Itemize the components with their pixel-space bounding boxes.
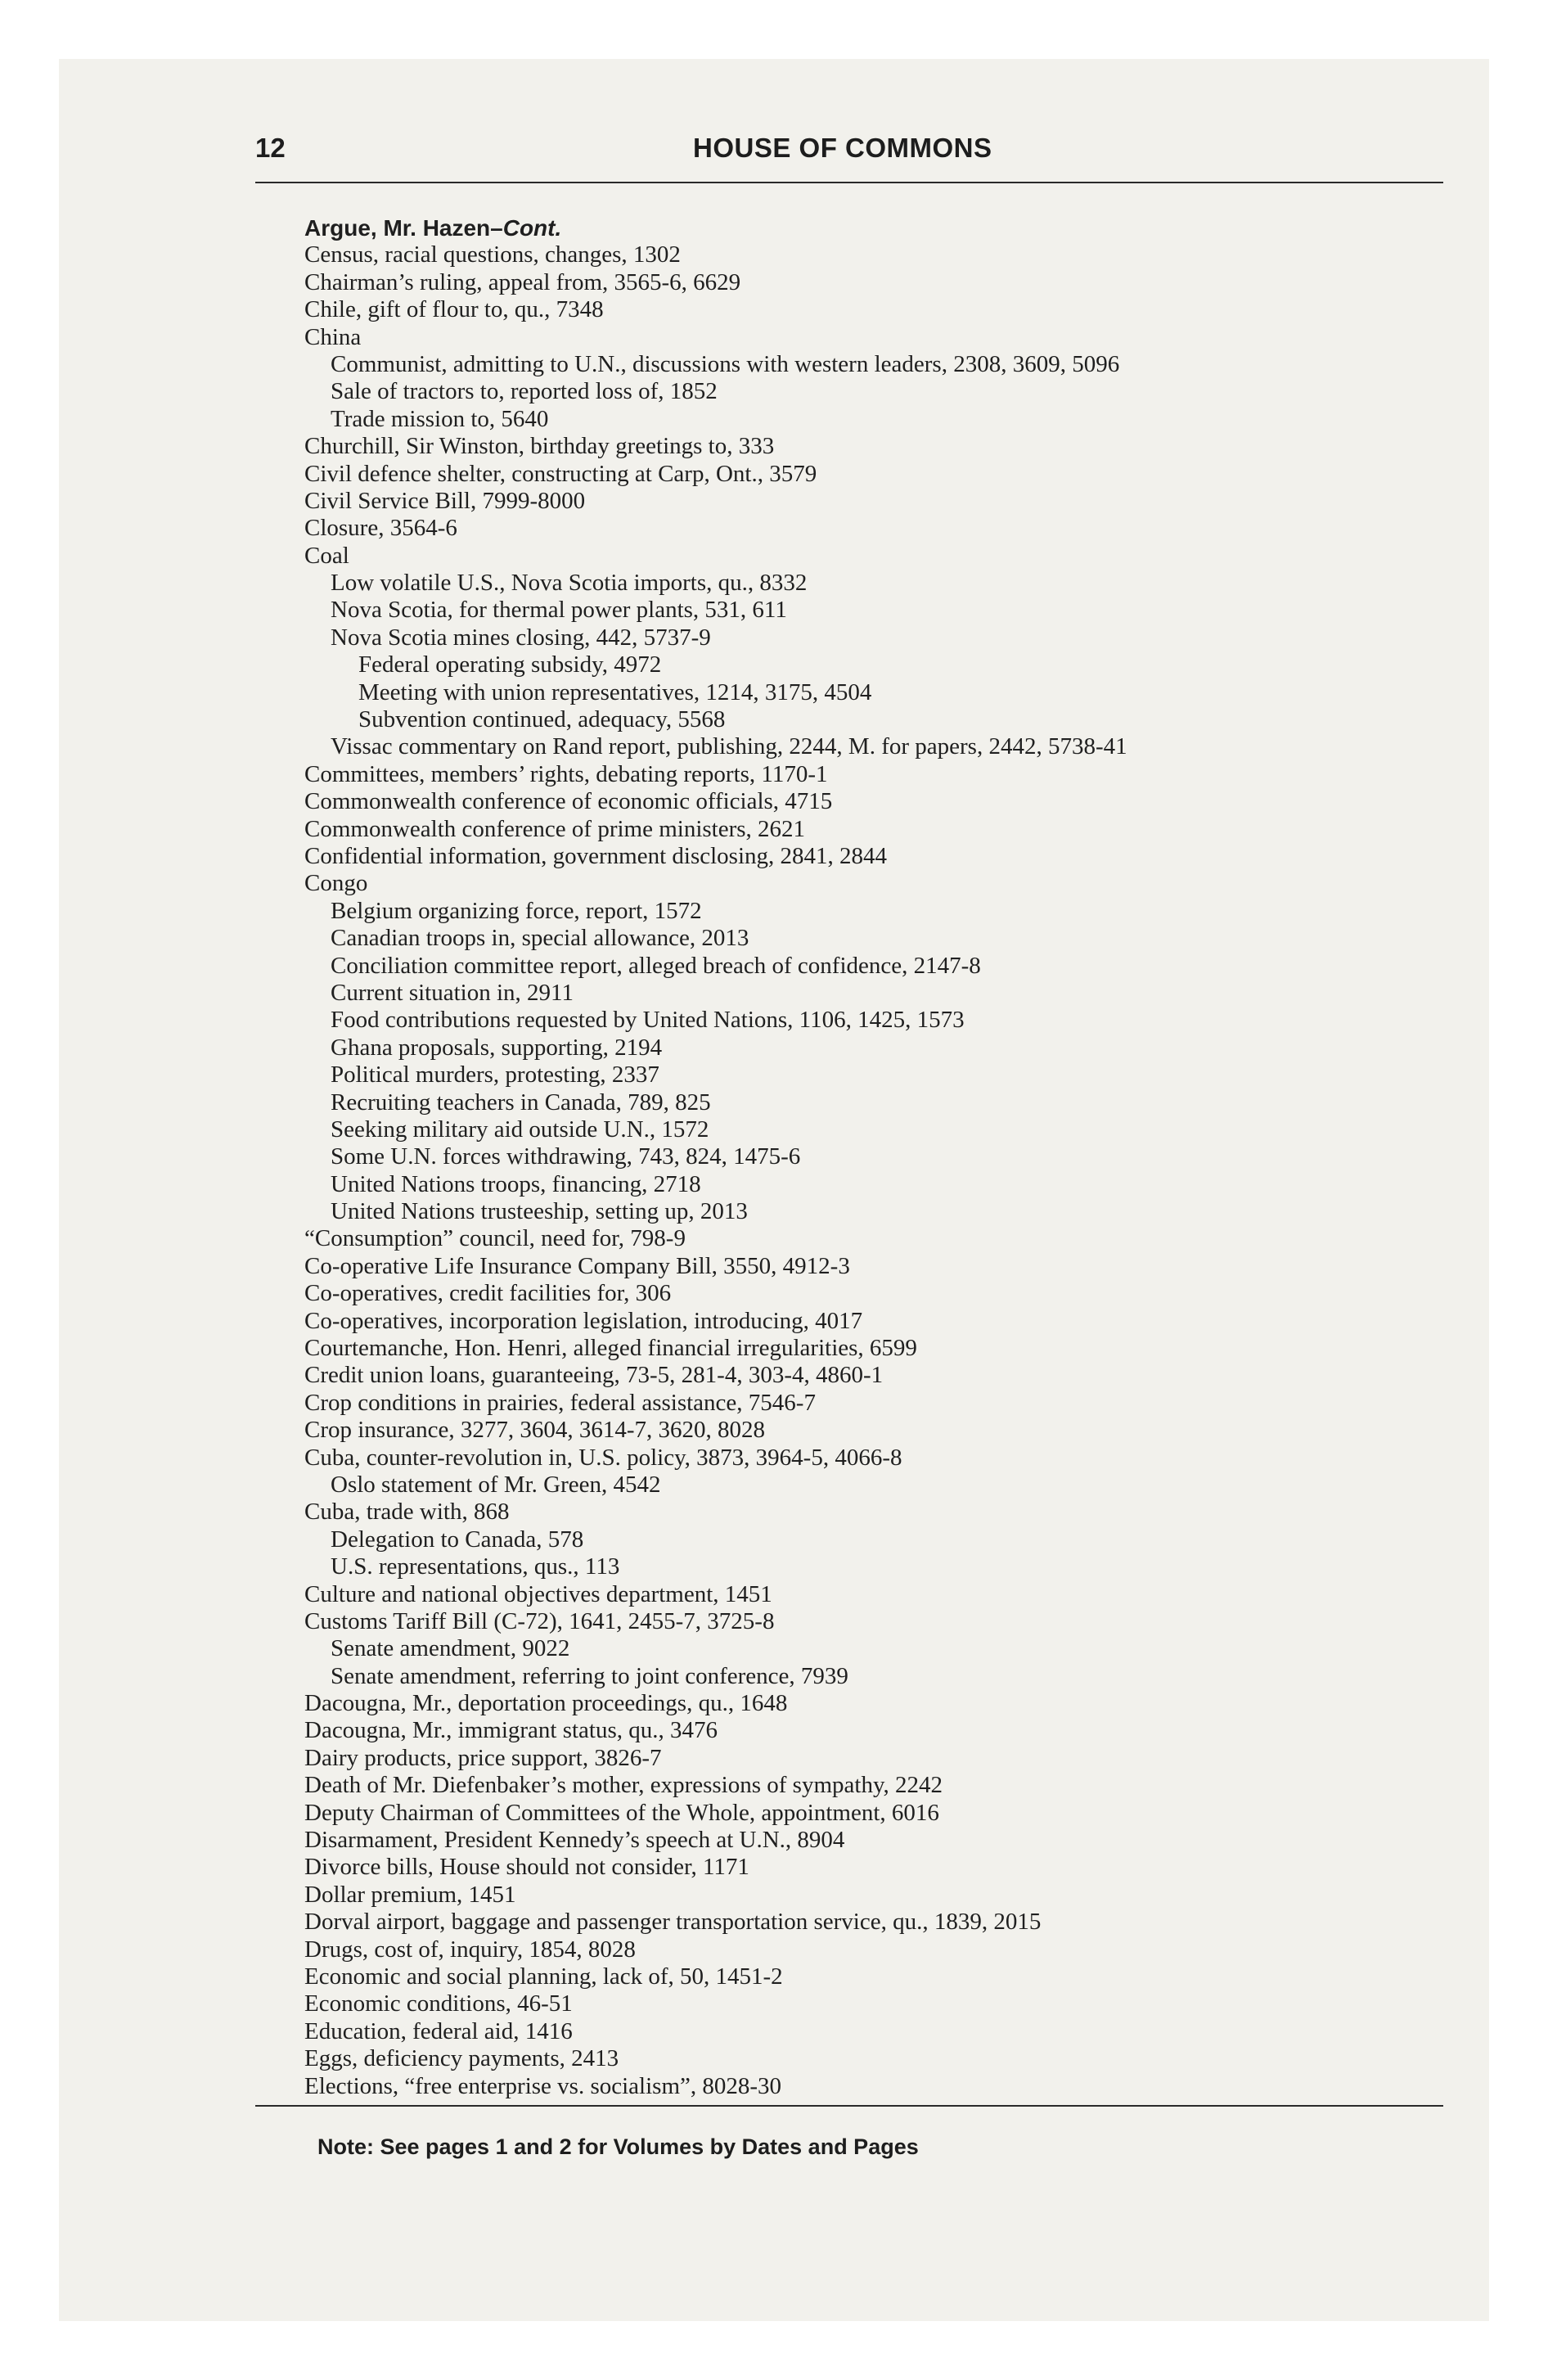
footer-note: Note: See pages 1 and 2 for Volumes by Dates and Pages xyxy=(317,2134,919,2159)
index-entry: Credit union loans, guaranteeing, 73-5, 281-4, 303-4, 4860-1 xyxy=(304,1362,884,1389)
index-entry: Low volatile U.S., Nova Scotia imports, qu., 8332 xyxy=(331,570,808,597)
index-entry: Conciliation committee report, alleged breach of confidence, 2147-8 xyxy=(331,952,981,979)
index-entry: Food contributions requested by United Nations, 1106, 1425, 1573 xyxy=(331,1007,965,1034)
index-entry: Chile, gift of flour to, qu., 7348 xyxy=(304,296,604,323)
index-entry: Co-operative Life Insurance Company Bill, 3550, 4912-3 xyxy=(304,1252,850,1279)
index-entry: Co-operatives, credit facilities for, 306 xyxy=(304,1280,672,1307)
index-entry: China xyxy=(304,323,362,350)
index-entry: Confidential information, government disclosing, 2841, 2844 xyxy=(304,842,888,869)
index-entry: United Nations trusteeship, setting up, 2013 xyxy=(331,1198,748,1225)
index-entry: Vissac commentary on Rand report, publishing, 2244, M. for papers, 2442, 5738-41 xyxy=(331,733,1127,760)
running-head: HOUSE OF COMMONS xyxy=(693,133,992,163)
index-entry: Commonwealth conference of economic officials, 4715 xyxy=(304,788,833,815)
index-entry: Deputy Chairman of Committees of the Whole, appointment, 6016 xyxy=(304,1799,939,1826)
index-entry: Nova Scotia mines closing, 442, 5737-9 xyxy=(331,624,711,651)
page-number: 12 xyxy=(255,133,286,163)
index-entry: Trade mission to, 5640 xyxy=(331,405,549,432)
index-entry: Subvention continued, adequacy, 5568 xyxy=(358,706,726,733)
index-entry: Churchill, Sir Winston, birthday greetings to, 333 xyxy=(304,433,775,460)
index-entry: Committees, members’ rights, debating reports, 1170-1 xyxy=(304,760,828,787)
index-entry: Meeting with union representatives, 1214, 3175, 4504 xyxy=(358,678,872,705)
header-rule xyxy=(255,182,1443,183)
index-entry: Dollar premium, 1451 xyxy=(304,1881,516,1908)
index-entry: Closure, 3564-6 xyxy=(304,515,457,542)
index-entry: Senate amendment, 9022 xyxy=(331,1635,570,1662)
index-entry: Elections, “free enterprise vs. socialism”, 8028-30 xyxy=(304,2072,782,2099)
index-entry: Some U.N. forces withdrawing, 743, 824, 1475-6 xyxy=(331,1143,801,1170)
index-entry: Sale of tractors to, reported loss of, 1852 xyxy=(331,378,718,405)
index-entry: Crop insurance, 3277, 3604, 3614-7, 3620, 8028 xyxy=(304,1417,766,1444)
index-entry: Economic and social planning, lack of, 50, 1451-2 xyxy=(304,1963,783,1990)
index-heading xyxy=(304,214,1466,241)
index-entry: Civil Service Bill, 7999-8000 xyxy=(304,487,586,514)
index-entry: Canadian troops in, special allowance, 2013 xyxy=(331,925,749,952)
index-entry: Communist, admitting to U.N., discussions with western leaders, 2308, 3609, 5096 xyxy=(331,350,1120,377)
index-entry: Eggs, deficiency payments, 2413 xyxy=(304,2045,619,2072)
index-entry: Census, racial questions, changes, 1302 xyxy=(304,241,681,268)
index-page xyxy=(59,59,1489,2321)
index-entry: Commonwealth conference of prime ministers, 2621 xyxy=(304,815,806,842)
index-entry: Education, federal aid, 1416 xyxy=(304,2017,573,2044)
index-entry: Ghana proposals, supporting, 2194 xyxy=(331,1034,663,1061)
index-entry: “Consumption” council, need for, 798-9 xyxy=(304,1225,686,1252)
index-entry: Dorval airport, baggage and passenger transportation service, qu., 1839, 2015 xyxy=(304,1909,1042,1936)
index-entry: Death of Mr. Diefenbaker’s mother, expressions of sympathy, 2242 xyxy=(304,1772,943,1799)
index-entry: Drugs, cost of, inquiry, 1854, 8028 xyxy=(304,1936,636,1963)
index-entry: Seeking military aid outside U.N., 1572 xyxy=(331,1116,709,1143)
index-entry: U.S. representations, qus., 113 xyxy=(331,1553,620,1580)
index-entry: Recruiting teachers in Canada, 789, 825 xyxy=(331,1089,711,1116)
index-entry: Oslo statement of Mr. Green, 4542 xyxy=(331,1471,661,1498)
heading-name: Argue, Mr. Hazen– xyxy=(304,215,503,241)
page-header xyxy=(255,133,1443,174)
index-entry: Coal xyxy=(304,542,349,569)
index-entry: Courtemanche, Hon. Henri, alleged financial irregularities, 6599 xyxy=(304,1335,917,1362)
index-entry: Delegation to Canada, 578 xyxy=(331,1526,584,1553)
index-entry: Co-operatives, incorporation legislation, introducing, 4017 xyxy=(304,1307,863,1334)
index-entries xyxy=(304,214,1466,2100)
heading-cont: Cont. xyxy=(502,215,562,241)
index-entry: Disarmament, President Kennedy’s speech at U.N., 8904 xyxy=(304,1827,845,1854)
index-entry: Political murders, protesting, 2337 xyxy=(331,1062,659,1089)
index-entry: Dairy products, price support, 3826-7 xyxy=(304,1744,662,1771)
index-entry: Culture and national objectives department, 1451 xyxy=(304,1580,772,1607)
index-entry: Chairman’s ruling, appeal from, 3565-6, 6629 xyxy=(304,268,741,295)
index-entry: Congo xyxy=(304,870,368,897)
index-entry: Cuba, counter-revolution in, U.S. policy, 3873, 3964-5, 4066-8 xyxy=(304,1444,902,1471)
index-entry: Senate amendment, referring to joint conference, 7939 xyxy=(331,1662,848,1689)
index-entry: Customs Tariff Bill (C-72), 1641, 2455-7, 3725-8 xyxy=(304,1607,775,1634)
index-entry: Crop conditions in prairies, federal assistance, 7546-7 xyxy=(304,1389,816,1416)
index-entry: Dacougna, Mr., deportation proceedings, qu., 1648 xyxy=(304,1690,788,1717)
index-entry: Federal operating subsidy, 4972 xyxy=(358,651,662,678)
index-entry: Belgium organizing force, report, 1572 xyxy=(331,897,702,924)
index-entry: Nova Scotia, for thermal power plants, 531, 611 xyxy=(331,597,787,624)
index-entry: Divorce bills, House should not consider, 1171 xyxy=(304,1854,749,1881)
index-entry: United Nations troops, financing, 2718 xyxy=(331,1170,701,1197)
index-entry: Economic conditions, 46-51 xyxy=(304,1990,573,2017)
index-entry: Cuba, trade with, 868 xyxy=(304,1499,510,1526)
index-entry: Current situation in, 2911 xyxy=(331,979,574,1006)
index-entry: Civil defence shelter, constructing at Carp, Ont., 3579 xyxy=(304,460,817,487)
footer-rule xyxy=(255,2105,1443,2107)
index-entry: Dacougna, Mr., immigrant status, qu., 3476 xyxy=(304,1717,718,1744)
